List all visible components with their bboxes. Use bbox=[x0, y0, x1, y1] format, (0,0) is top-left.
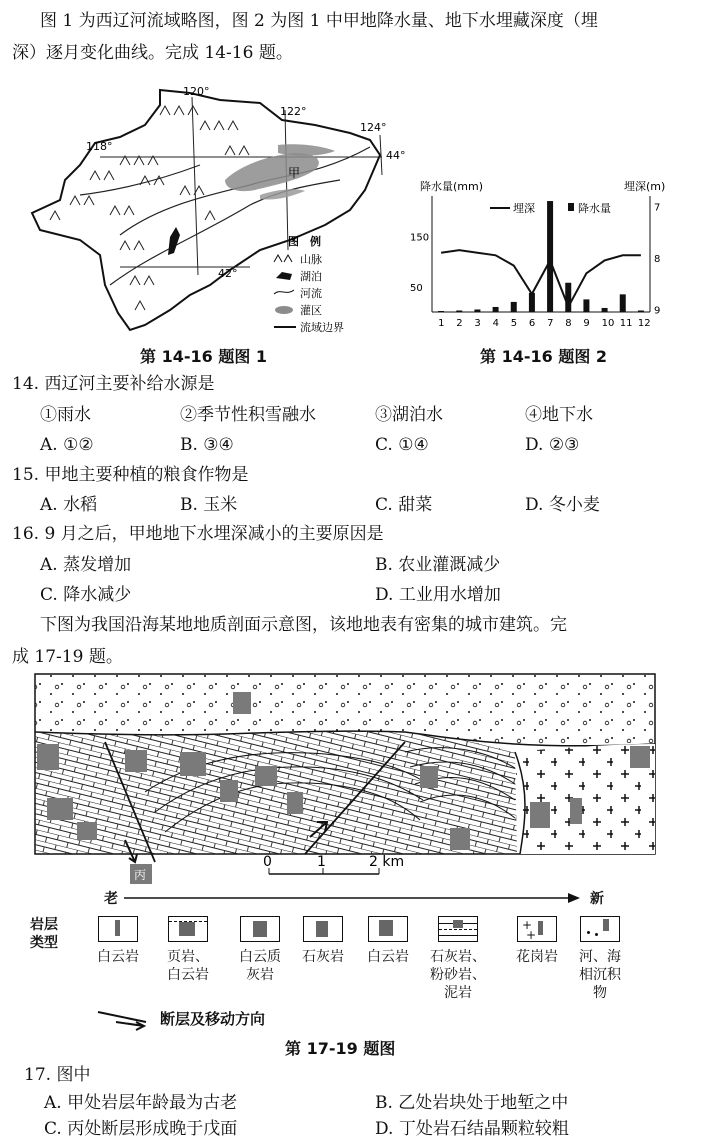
q14-option-c[interactable]: C. ①④ bbox=[375, 435, 429, 455]
scale-1: 1 bbox=[317, 854, 326, 870]
precip-bar bbox=[511, 302, 517, 312]
q14-option-b[interactable]: B. ③④ bbox=[180, 435, 234, 455]
layer-key-3 bbox=[228, 916, 292, 984]
legend-depth: 埋深 bbox=[513, 202, 535, 215]
layer-label: 白云岩 bbox=[367, 949, 409, 965]
layer-swatch bbox=[580, 916, 620, 942]
q16-option-a[interactable]: A. 蒸发增加 bbox=[40, 555, 132, 575]
legend-river bbox=[274, 286, 322, 300]
right-tick-label: 7 bbox=[654, 202, 661, 214]
q14-stem: 14. 西辽河主要补给水源是 bbox=[12, 374, 215, 394]
x-tick-label: 8 bbox=[565, 318, 572, 329]
legend-title: 图 例 bbox=[288, 235, 321, 248]
layer-key-2 bbox=[156, 916, 220, 984]
layer-title-line: 岩层 bbox=[30, 917, 58, 933]
layer-swatch bbox=[168, 916, 208, 942]
legend-irrigation bbox=[275, 303, 322, 317]
coord-44: 44° bbox=[386, 149, 406, 162]
q15-stem: 15. 甲地主要种植的粮食作物是 bbox=[12, 465, 249, 485]
coord-118: 118° bbox=[86, 140, 113, 153]
q14-item-1: ①雨水 bbox=[40, 405, 91, 425]
q16-option-d[interactable]: D. 工业用水增加 bbox=[375, 585, 501, 605]
q17-option-d[interactable]: D. 丁处岩石结晶颗粒较粗 bbox=[375, 1119, 569, 1139]
basin-map bbox=[20, 85, 406, 340]
layer-swatch bbox=[438, 916, 478, 942]
layer-key-5 bbox=[356, 916, 420, 966]
left-tick-label: 150 bbox=[410, 232, 430, 244]
q14-item-3: ③湖泊水 bbox=[375, 405, 443, 425]
right-axis-label: 埋深(m) bbox=[624, 180, 666, 193]
q15-option-c[interactable]: C. 甜菜 bbox=[375, 495, 433, 515]
age-arrow bbox=[124, 890, 584, 906]
layer-swatch bbox=[368, 916, 408, 942]
fault-legend-label: 断层及移动方向 bbox=[160, 1010, 266, 1028]
legend-label: 山脉 bbox=[300, 253, 322, 266]
intro2-line-1: 下图为我国沿海某地地质剖面示意图，该地地表有密集的城市建筑。完 bbox=[40, 615, 567, 635]
layer-label: 白云质 灰岩 bbox=[239, 949, 281, 983]
layer-key-8 bbox=[568, 916, 632, 1002]
place-jia: 甲 bbox=[288, 166, 301, 180]
x-tick-label: 9 bbox=[583, 318, 590, 329]
right-tick-label: 8 bbox=[654, 253, 661, 265]
layer-label: 页岩、 白云岩 bbox=[167, 949, 209, 983]
q14-item-2: ②季节性积雪融水 bbox=[180, 405, 316, 425]
layer-label: 河、海 相沉积 物 bbox=[579, 949, 621, 1001]
precip-depth-chart bbox=[410, 168, 690, 333]
precip-bar bbox=[456, 310, 462, 312]
precip-bar bbox=[547, 201, 553, 312]
precip-bar bbox=[602, 308, 608, 312]
coord-124: 124° bbox=[360, 121, 387, 134]
legend-lake bbox=[276, 269, 322, 283]
x-tick-label: 7 bbox=[547, 318, 554, 329]
x-tick-label: 6 bbox=[528, 318, 536, 329]
layer-label: 花岗岩 bbox=[516, 949, 558, 965]
precip-bar bbox=[474, 309, 480, 312]
lake-icon bbox=[276, 272, 292, 280]
layer-label: 石灰岩、 粉砂岩、 泥岩 bbox=[430, 949, 486, 1001]
coord-120: 120° bbox=[183, 85, 210, 98]
layer-swatch bbox=[240, 916, 280, 942]
precip-bar bbox=[493, 307, 499, 312]
old-label: 老 bbox=[104, 891, 118, 907]
q15-option-d[interactable]: D. 冬小麦 bbox=[525, 495, 600, 515]
geologic-section bbox=[25, 672, 665, 887]
x-tick-label: 4 bbox=[492, 318, 499, 329]
precip-bar bbox=[638, 310, 644, 312]
layer-swatch: + + bbox=[517, 916, 557, 942]
q17-option-a[interactable]: A. 甲处岩层年龄最为古老 bbox=[44, 1093, 238, 1113]
river-icon bbox=[274, 290, 294, 294]
chart-caption: 第 14-16 题图 2 bbox=[480, 347, 608, 366]
layer-key-7 bbox=[505, 916, 569, 966]
legend-boundary bbox=[274, 320, 344, 334]
legend-bar-swatch bbox=[568, 203, 574, 211]
legend-label: 流域边界 bbox=[300, 321, 344, 334]
basin-boundary bbox=[32, 90, 380, 330]
legend-label: 河流 bbox=[300, 287, 322, 300]
coord-122: 122° bbox=[280, 105, 307, 118]
left-tick-label: 50 bbox=[410, 282, 423, 294]
x-tick-label: 2 bbox=[456, 318, 463, 329]
geo-caption: 第 17-19 题图 bbox=[285, 1039, 396, 1058]
layer-key-4 bbox=[291, 916, 355, 966]
fault-legend-icon bbox=[96, 1008, 150, 1028]
q16-option-b[interactable]: B. 农业灌溉减少 bbox=[375, 555, 501, 575]
q16-option-c[interactable]: C. 降水减少 bbox=[40, 585, 132, 605]
q14-option-a[interactable]: A. ①② bbox=[40, 435, 94, 455]
layer-label: 白云岩 bbox=[97, 949, 139, 965]
mountain-icon bbox=[274, 255, 292, 262]
map-caption: 第 14-16 题图 1 bbox=[140, 347, 268, 366]
right-tick-label: 9 bbox=[654, 305, 661, 317]
q15-option-b[interactable]: B. 玉米 bbox=[180, 495, 238, 515]
layer-swatch bbox=[98, 916, 138, 942]
left-axis-label: 降水量(mm) bbox=[420, 180, 484, 193]
q14-option-d[interactable]: D. ②③ bbox=[525, 435, 580, 455]
coord-42: 42° bbox=[218, 267, 238, 280]
layer-key-1 bbox=[86, 916, 150, 966]
arrow-right-icon bbox=[568, 893, 580, 903]
x-tick-label: 5 bbox=[510, 318, 518, 329]
layer-swatch bbox=[303, 916, 343, 942]
intro2-line-2: 成 17-19 题。 bbox=[12, 647, 123, 667]
irrigation-icon bbox=[275, 306, 293, 314]
scale-0: 0 bbox=[263, 854, 272, 870]
legend-label: 灌区 bbox=[300, 304, 322, 317]
layer-title bbox=[30, 916, 58, 952]
place-bing: 丙 bbox=[134, 868, 147, 882]
q17-option-b[interactable]: B. 乙处岩块处于地堑之中 bbox=[375, 1093, 569, 1113]
new-label: 新 bbox=[590, 891, 604, 907]
precip-bar bbox=[438, 311, 444, 312]
depth-line bbox=[441, 250, 641, 307]
legend-label: 湖泊 bbox=[300, 270, 322, 283]
layer-title-line: 类型 bbox=[30, 935, 58, 951]
q17-stem: 17. 图中 bbox=[24, 1065, 91, 1085]
intro-line-2: 深）逐月变化曲线。完成 14-16 题。 bbox=[12, 43, 293, 63]
q14-item-4: ④地下水 bbox=[525, 405, 593, 425]
q17-option-c[interactable]: C. 丙处断层形成晚于戊面 bbox=[44, 1119, 238, 1139]
layer-label: 石灰岩 bbox=[302, 949, 344, 965]
x-tick-label: 10 bbox=[601, 318, 615, 329]
precip-bar bbox=[620, 294, 626, 312]
scale-2km: 2 km bbox=[369, 854, 405, 870]
q16-stem: 16. 9 月之后，甲地地下水埋深减小的主要原因是 bbox=[12, 524, 384, 544]
layer-key-6 bbox=[426, 916, 490, 1002]
intro-line-1: 图 1 为西辽河流域略图，图 2 为图 1 中甲地降水量、地下水埋藏深度（埋 bbox=[40, 11, 598, 31]
x-tick-label: 3 bbox=[474, 318, 481, 329]
x-tick-label: 12 bbox=[637, 318, 651, 329]
legend-precip: 降水量 bbox=[578, 202, 611, 215]
x-tick-label: 11 bbox=[619, 318, 633, 329]
legend-mountain bbox=[274, 253, 322, 266]
q15-option-a[interactable]: A. 水稻 bbox=[40, 495, 98, 515]
precip-bar bbox=[583, 299, 589, 312]
x-tick-label: 1 bbox=[438, 318, 445, 329]
